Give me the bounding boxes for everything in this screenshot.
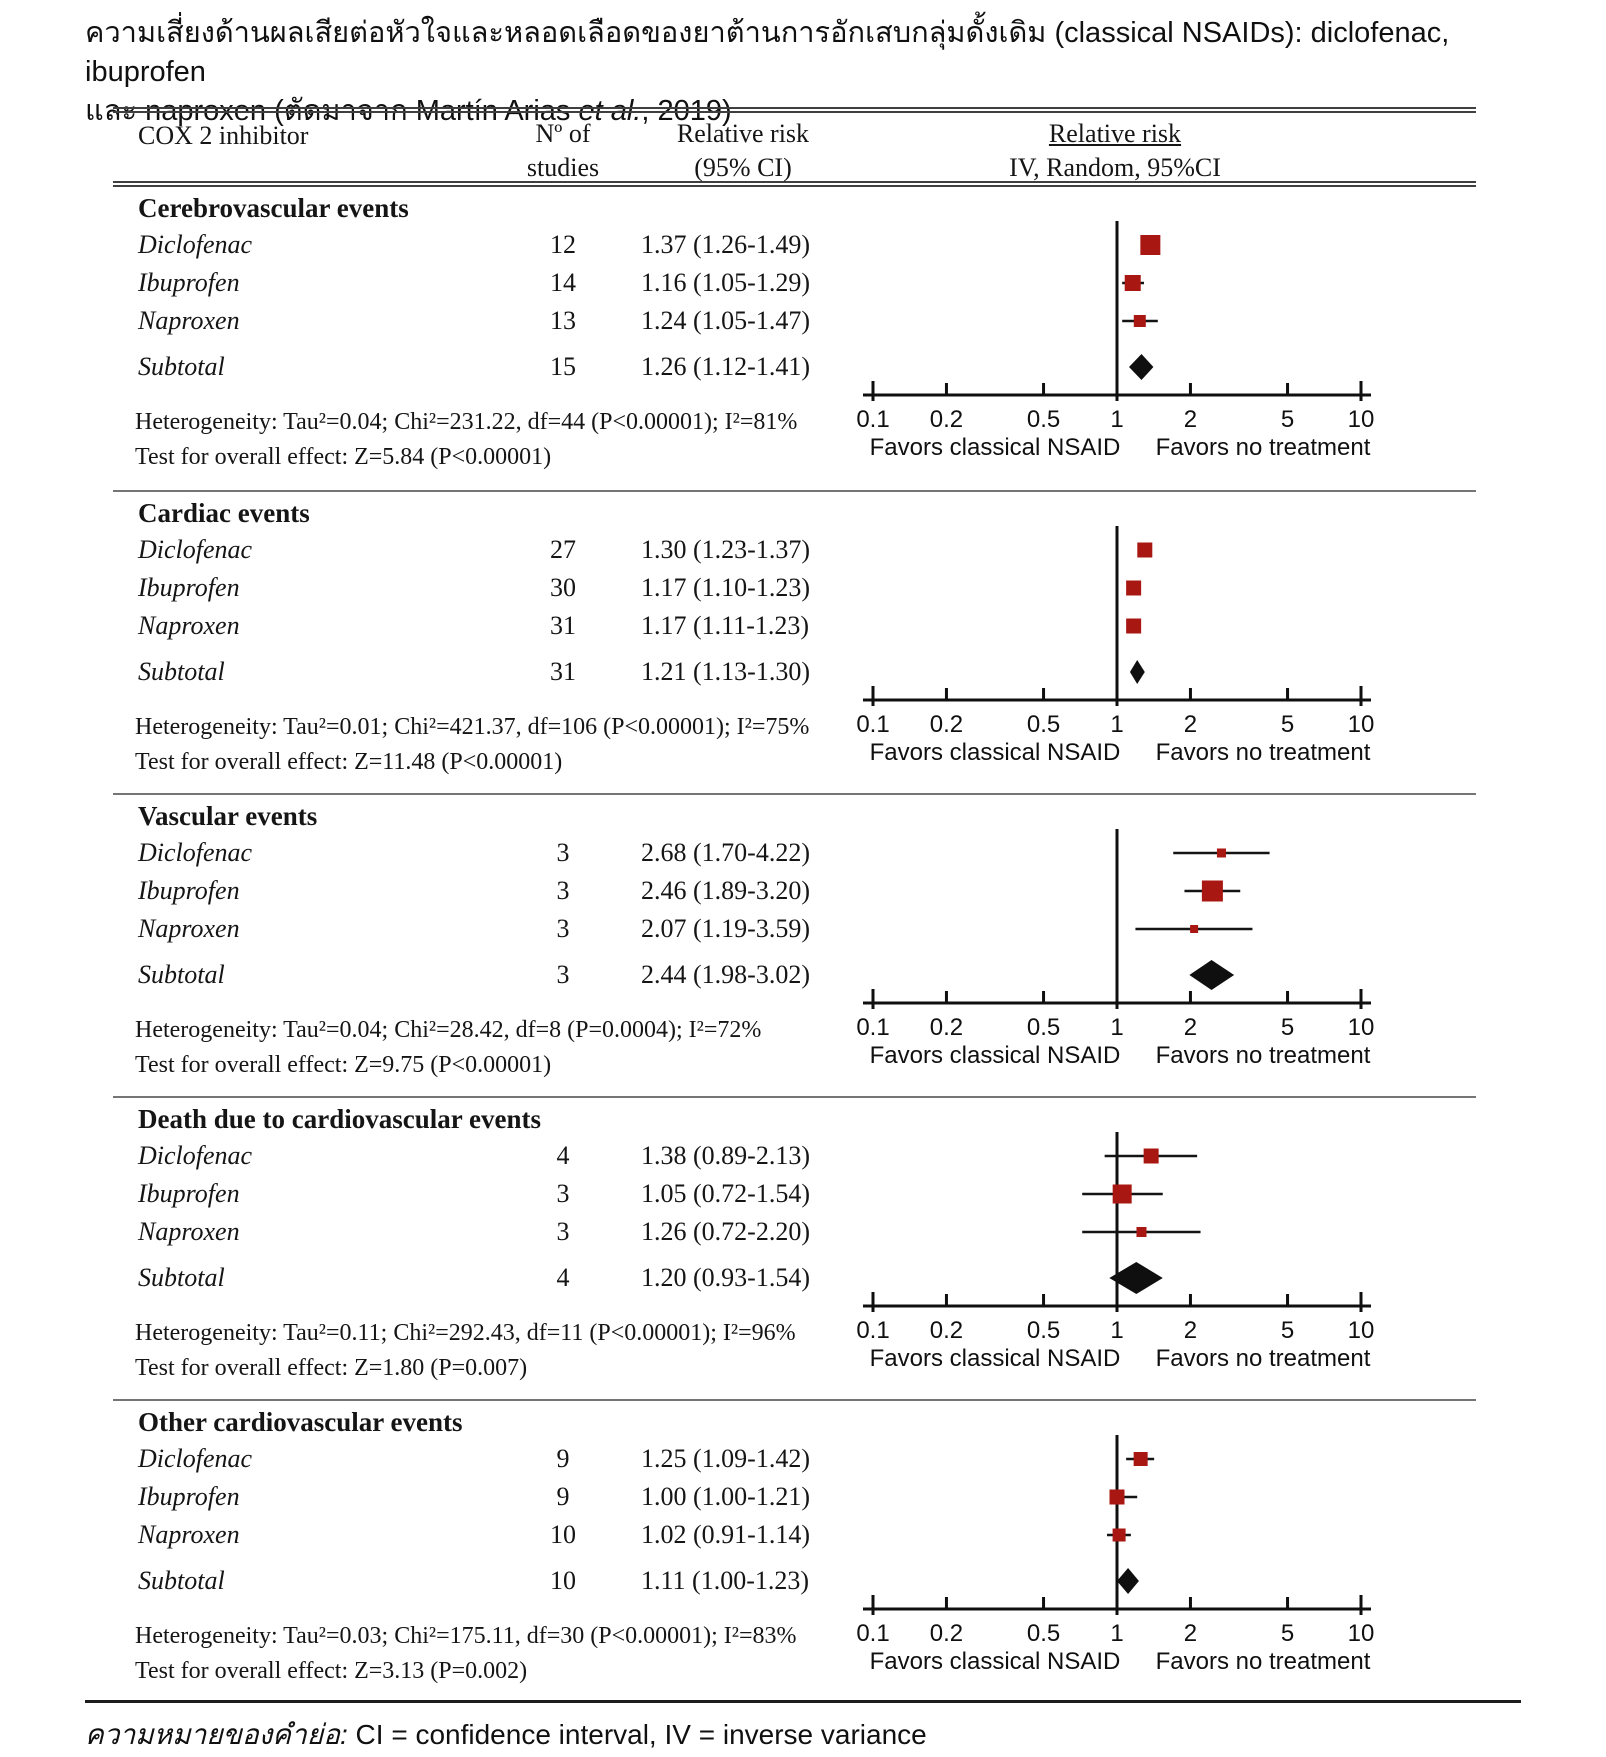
subtotal-diamond (1129, 354, 1153, 380)
overall-effect-text: Test for overall effect: Z=3.13 (P=0.002) (135, 1658, 528, 1684)
axis-tick-label: 0.2 (929, 1317, 964, 1344)
section-title: Death due to cardiovascular events (138, 1104, 541, 1134)
rr-value: 1.05 (0.72-1.54) (641, 1179, 810, 1208)
effect-square (1217, 849, 1226, 858)
section-title: Cardiac events (138, 498, 310, 528)
rr-value: 1.37 (1.26-1.49) (641, 230, 810, 259)
footer-abbreviations (85, 1713, 1535, 1757)
footer-abbrev-label: ความหมายของคำย่อ: (85, 1719, 348, 1750)
section-other-cardiovascular-events (113, 1399, 1476, 1702)
axis-tick-label: 5 (1280, 1620, 1295, 1647)
bottom-rule (85, 1700, 1521, 1703)
effect-square (1126, 581, 1141, 596)
n-studies-value: 30 (550, 573, 576, 602)
rr-value: 1.26 (1.12-1.41) (641, 352, 810, 381)
favors-right-label: Favors no treatment (1155, 1042, 1371, 1069)
header-col-nstudies-line1: Nº of (535, 119, 591, 148)
subtotal-row-label: Subtotal (138, 352, 225, 381)
axis-tick-label: 2 (1183, 711, 1198, 738)
subtotal-row-label: Subtotal (138, 657, 225, 686)
n-studies-value: 31 (550, 611, 576, 640)
n-studies-value: 9 (556, 1444, 570, 1473)
effect-square (1144, 1149, 1159, 1164)
n-studies-value: 4 (556, 1263, 570, 1292)
axis-tick-label: 1 (1110, 711, 1124, 738)
favors-right-label: Favors no treatment (1155, 1648, 1371, 1675)
heterogeneity-text: Heterogeneity: Tau²=0.04; Chi²=28.42, df=8 (P=0.0004); I²=72% (135, 1017, 762, 1043)
n-studies-value: 3 (556, 1179, 570, 1208)
overall-effect-text: Test for overall effect: Z=9.75 (P<0.00001) (135, 1052, 552, 1078)
header-col-rr-line1: Relative risk (676, 119, 810, 148)
axis-tick-label: 0.5 (1026, 711, 1061, 738)
favors-right-label: Favors no treatment (1155, 434, 1371, 461)
n-studies-value: 31 (550, 657, 576, 686)
effect-square (1126, 619, 1141, 634)
rr-value: 1.17 (1.11-1.23) (641, 611, 810, 640)
n-studies-value: 9 (556, 1482, 570, 1511)
axis-tick-label: 0.1 (856, 711, 890, 738)
favors-right-label: Favors no treatment (1155, 739, 1371, 766)
axis-tick-label: 1 (1110, 1014, 1124, 1041)
axis-tick-label: 5 (1280, 1014, 1295, 1041)
rr-value: 1.16 (1.05-1.29) (641, 268, 810, 297)
axis-tick-label: 0.1 (856, 1014, 890, 1041)
drug-row-label: Diclofenac (138, 838, 253, 867)
n-studies-value: 3 (556, 914, 570, 943)
axis-tick-label: 10 (1347, 1620, 1375, 1647)
favors-left-label: Favors classical NSAID (869, 434, 1121, 461)
drug-row-label: Ibuprofen (138, 876, 240, 905)
subtotal-diamond (1117, 1568, 1139, 1594)
n-studies-value: 27 (550, 535, 576, 564)
rr-value: 2.46 (1.89-3.20) (641, 876, 810, 905)
overall-effect-text: Test for overall effect: Z=5.84 (P<0.00001) (135, 444, 552, 470)
n-studies-value: 3 (556, 960, 570, 989)
section-title: Vascular events (138, 801, 318, 831)
axis-tick-label: 2 (1183, 406, 1198, 433)
n-studies-value: 3 (556, 1217, 570, 1246)
axis-tick-label: 0.2 (929, 1014, 964, 1041)
forest-table (113, 107, 1476, 1704)
drug-row-label: Ibuprofen (138, 1482, 240, 1511)
n-studies-value: 3 (556, 838, 570, 867)
effect-square (1202, 881, 1223, 902)
section-title: Other cardiovascular events (138, 1407, 463, 1437)
header-col-nstudies-line2: studies (526, 153, 600, 182)
effect-square (1125, 275, 1141, 291)
n-studies-value: 4 (556, 1141, 570, 1170)
figure-title-line1: ความเสี่ยงด้านผลเสียต่อหัวใจและหลอดเลือดของยาต้านการอักเสบกลุ่มดั้งเดิม (classical NSAIDs): diclofenac, ibuprofen (85, 17, 1450, 88)
n-studies-value: 3 (556, 876, 570, 905)
overall-effect-text: Test for overall effect: Z=1.80 (P=0.007) (135, 1355, 528, 1381)
rr-value: 2.44 (1.98-3.02) (641, 960, 810, 989)
header-col-plot-line1: Relative risk (1048, 119, 1182, 148)
rr-value: 2.68 (1.70-4.22) (641, 838, 810, 867)
forest-plot-cerebrovascular-events (773, 187, 1476, 490)
forest-plot-vascular-events (773, 795, 1476, 1098)
effect-square (1113, 1185, 1132, 1204)
heterogeneity-text: Heterogeneity: Tau²=0.03; Chi²=175.11, df=30 (P<0.00001); I²=83% (135, 1623, 797, 1649)
subtotal-row-label: Subtotal (138, 1263, 225, 1292)
drug-row-label: Naproxen (138, 611, 240, 640)
axis-tick-label: 5 (1280, 711, 1295, 738)
heterogeneity-text: Heterogeneity: Tau²=0.01; Chi²=421.37, df=106 (P<0.00001); I²=75% (135, 714, 810, 740)
axis-tick-label: 0.5 (1026, 1014, 1061, 1041)
rr-value: 2.07 (1.19-3.59) (641, 914, 810, 943)
effect-square (1110, 1490, 1125, 1505)
figure-title-line2: และ naproxen (ตัดมาจาก Martín Arias et al., 2019) (85, 95, 732, 127)
rr-value: 1.00 (1.00-1.21) (641, 1482, 810, 1511)
axis-tick-label: 2 (1183, 1620, 1198, 1647)
rr-value: 1.24 (1.05-1.47) (641, 306, 810, 335)
rr-value: 1.02 (0.91-1.14) (641, 1520, 810, 1549)
forest-plot-cardiac-events (773, 492, 1476, 795)
header-col-rr-line2: (95% CI) (694, 153, 792, 182)
heterogeneity-text: Heterogeneity: Tau²=0.04; Chi²=231.22, df=44 (P<0.00001); I²=81% (135, 409, 798, 435)
effect-square (1134, 315, 1146, 327)
n-studies-value: 12 (550, 230, 576, 259)
table-header (113, 107, 1476, 187)
favors-right-label: Favors no treatment (1155, 1345, 1371, 1372)
axis-tick-label: 0.1 (856, 406, 890, 433)
favors-left-label: Favors classical NSAID (869, 1648, 1121, 1675)
effect-square (1136, 1227, 1146, 1237)
section-vascular-events (113, 793, 1476, 1096)
favors-left-label: Favors classical NSAID (869, 1345, 1121, 1372)
forest-plot-other-cardiovascular-events (773, 1401, 1476, 1704)
rr-value: 1.30 (1.23-1.37) (641, 535, 810, 564)
rr-value: 1.21 (1.13-1.30) (641, 657, 810, 686)
drug-row-label: Naproxen (138, 1217, 240, 1246)
n-studies-value: 10 (550, 1520, 576, 1549)
drug-row-label: Naproxen (138, 1520, 240, 1549)
favors-left-label: Favors classical NSAID (869, 739, 1121, 766)
drug-row-label: Ibuprofen (138, 1179, 240, 1208)
rr-value: 1.26 (0.72-2.20) (641, 1217, 810, 1246)
subtotal-row-label: Subtotal (138, 960, 225, 989)
axis-tick-label: 2 (1183, 1317, 1198, 1344)
axis-tick-label: 2 (1183, 1014, 1198, 1041)
drug-row-label: Diclofenac (138, 1444, 253, 1473)
section-cardiac-events (113, 490, 1476, 793)
axis-tick-label: 10 (1347, 711, 1375, 738)
section-title: Cerebrovascular events (138, 193, 409, 223)
subtotal-diamond (1189, 960, 1234, 990)
axis-tick-label: 1 (1110, 1317, 1124, 1344)
heterogeneity-text: Heterogeneity: Tau²=0.11; Chi²=292.43, df=11 (P<0.00001); I²=96% (135, 1320, 796, 1346)
section-cerebrovascular-events (113, 187, 1476, 490)
axis-tick-label: 0.1 (856, 1317, 890, 1344)
footer-abbrev-text: CI = confidence interval, IV = inverse variance (347, 1719, 927, 1750)
drug-row-label: Ibuprofen (138, 268, 240, 297)
subtotal-diamond (1130, 660, 1145, 684)
rr-value: 1.38 (0.89-2.13) (641, 1141, 810, 1170)
effect-square (1140, 235, 1160, 255)
axis-tick-label: 10 (1347, 1317, 1375, 1344)
axis-tick-label: 0.1 (856, 1620, 890, 1647)
rr-value: 1.20 (0.93-1.54) (641, 1263, 810, 1292)
axis-tick-label: 10 (1347, 1014, 1375, 1041)
effect-square (1113, 1529, 1126, 1542)
n-studies-value: 14 (550, 268, 576, 297)
n-studies-value: 13 (550, 306, 576, 335)
header-col-plot-line2: IV, Random, 95%CI (1009, 153, 1221, 182)
axis-tick-label: 5 (1280, 1317, 1295, 1344)
axis-tick-label: 1 (1110, 1620, 1124, 1647)
section-death-due-to-cardiovascular-events (113, 1096, 1476, 1399)
drug-row-label: Diclofenac (138, 535, 253, 564)
axis-tick-label: 0.5 (1026, 1620, 1061, 1647)
drug-row-label: Naproxen (138, 914, 240, 943)
axis-tick-label: 0.2 (929, 711, 964, 738)
effect-square (1134, 1452, 1148, 1466)
axis-tick-label: 0.5 (1026, 406, 1061, 433)
header-col-inhibitor: COX 2 inhibitor (138, 121, 309, 150)
axis-tick-label: 10 (1347, 406, 1375, 433)
forest-plot-death-due-to-cardiovascular-events (773, 1098, 1476, 1401)
axis-tick-label: 1 (1110, 406, 1124, 433)
axis-tick-label: 0.2 (929, 1620, 964, 1647)
drug-row-label: Naproxen (138, 306, 240, 335)
rr-value: 1.17 (1.10-1.23) (641, 573, 810, 602)
n-studies-value: 10 (550, 1566, 576, 1595)
n-studies-value: 15 (550, 352, 576, 381)
axis-tick-label: 0.5 (1026, 1317, 1061, 1344)
effect-square (1137, 543, 1152, 558)
effect-square (1190, 925, 1198, 933)
drug-row-label: Ibuprofen (138, 573, 240, 602)
axis-tick-label: 5 (1280, 406, 1295, 433)
rr-value: 1.11 (1.00-1.23) (641, 1566, 810, 1595)
overall-effect-text: Test for overall effect: Z=11.48 (P<0.00001) (135, 749, 563, 775)
table-body (113, 187, 1476, 1702)
subtotal-row-label: Subtotal (138, 1566, 225, 1595)
rr-value: 1.25 (1.09-1.42) (641, 1444, 810, 1473)
drug-row-label: Diclofenac (138, 230, 253, 259)
favors-left-label: Favors classical NSAID (869, 1042, 1121, 1069)
axis-tick-label: 0.2 (929, 406, 964, 433)
drug-row-label: Diclofenac (138, 1141, 253, 1170)
